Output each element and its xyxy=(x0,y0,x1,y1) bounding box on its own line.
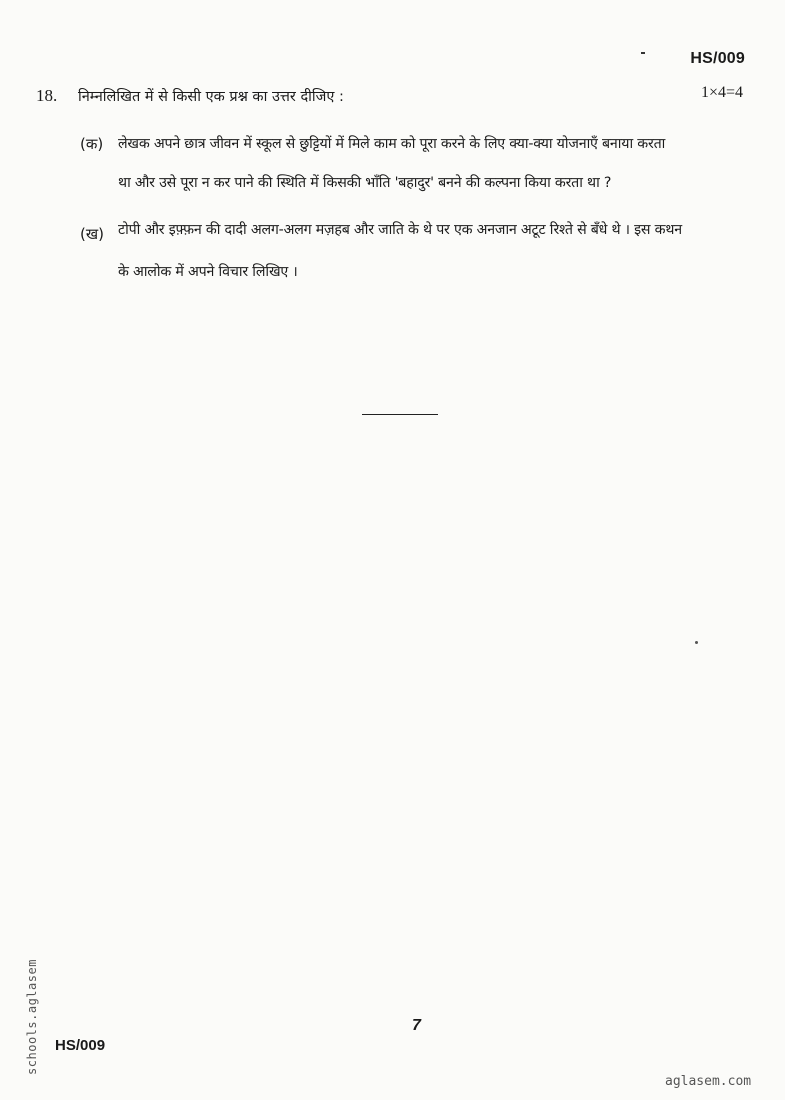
option-b-line-1: टोपी और इफ़्फ़न की दादी अलग-अलग मज़हब और जाति के थे पर एक अनजान अटूट रिश्ते से बँधे थे । इस कथन xyxy=(118,222,682,238)
scan-speck xyxy=(641,52,645,54)
option-b-line-2: के आलोक में अपने विचार लिखिए । xyxy=(118,264,298,280)
end-separator xyxy=(362,414,438,415)
scan-speck xyxy=(695,641,698,644)
paper-code-footer: HS/009 xyxy=(55,1037,106,1054)
option-b-label: (ख) xyxy=(80,225,104,243)
paper-code-header: HS/009 xyxy=(690,50,745,67)
question-number: 18. xyxy=(36,86,58,105)
option-a-line-1: लेखक अपने छात्र जीवन में स्कूल से छुट्टियों में मिले काम को पूरा करने के लिए क्या-क्या योजनाएँ बनाया करता xyxy=(118,136,666,152)
option-a-label: (क) xyxy=(80,135,104,153)
watermark-right: aglasem.com xyxy=(665,1074,752,1089)
watermark-left: schools.aglasem xyxy=(25,959,39,1075)
option-a-line-2: था और उसे पूरा न कर पाने की स्थिति में किसकी भाँति 'बहादुर' बनने की कल्पना किया करता था ? xyxy=(118,175,612,191)
question-stem: निम्नलिखित में से किसी एक प्रश्न का उत्तर दीजिए : xyxy=(78,89,344,105)
question-marks: 1×4=4 xyxy=(700,84,743,101)
page-number: 7 xyxy=(412,1017,421,1034)
